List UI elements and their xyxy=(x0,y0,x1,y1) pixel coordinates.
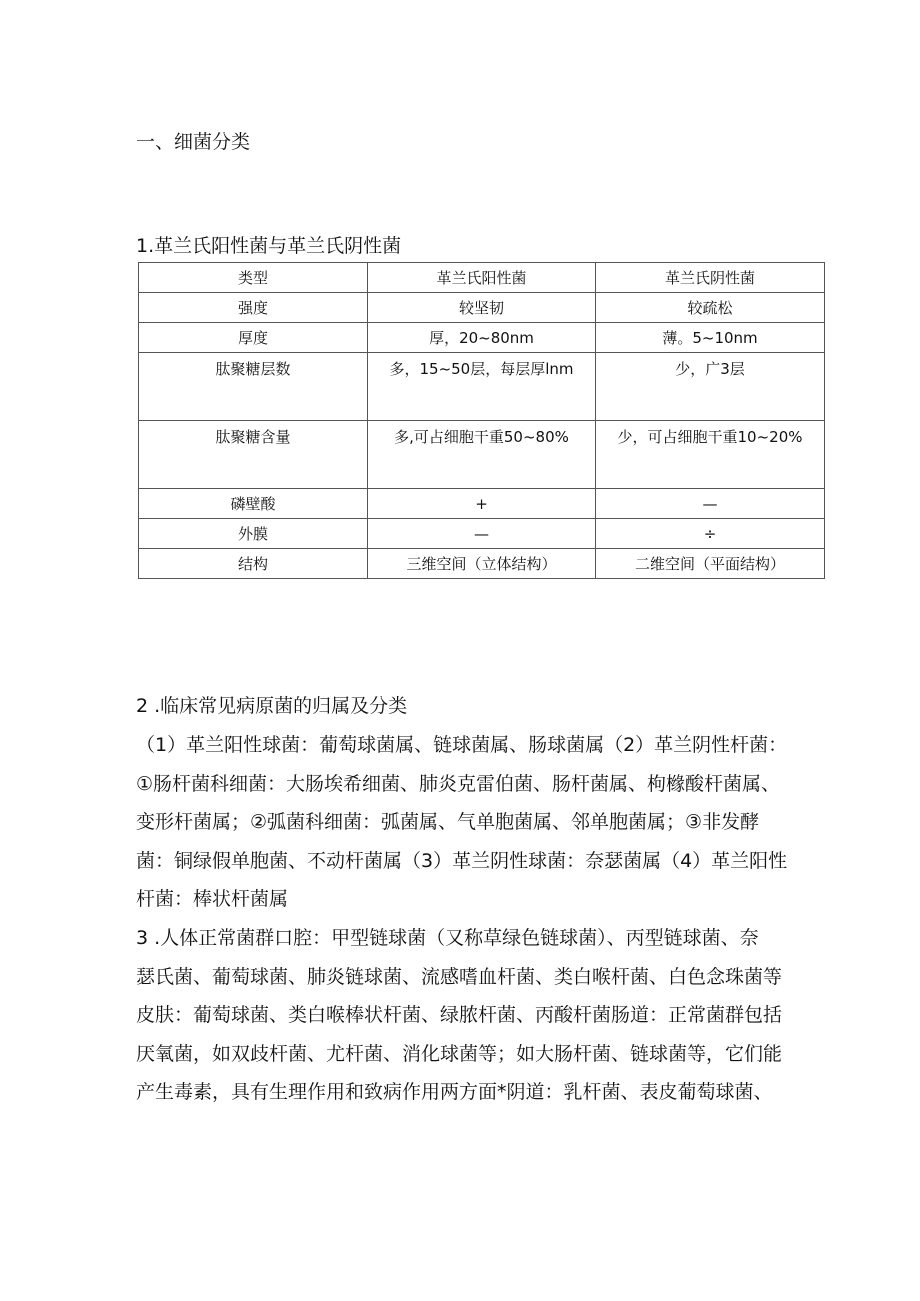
table-cell: 少，广3层 xyxy=(596,353,825,421)
paragraph-line: 皮肤：葡萄球菌、类白喉棒状杆菌、绿脓杆菌、丙酸杆菌肠道：正常菌群包括 xyxy=(136,1004,783,1027)
table-cell: 肽聚糖含量 xyxy=(139,421,368,489)
table-row xyxy=(139,489,825,519)
paragraph-line: 瑟氏菌、葡萄球菌、肺炎链球菌、流感嗜血杆菌、类白喉杆菌、白色念珠菌等 xyxy=(136,965,783,988)
table-cell: 多,可占细胞干重50~80% xyxy=(368,421,596,489)
table-row xyxy=(139,519,825,549)
table-cell: 外膜 xyxy=(139,519,368,549)
table-cell: 多，15~50层，每层厚lnm xyxy=(368,353,596,421)
table-cell: + xyxy=(368,489,596,519)
table-cell: 少，可占细胞干重10~20% xyxy=(596,421,825,489)
paragraph-line: 3 .人体正常菌群口腔：甲型链球菌（又称草绿色链球菌）、丙型链球菌、奈 xyxy=(136,926,759,949)
subsection-heading-gram-comparison: 1.革兰氏阳性菌与革兰氏阴性菌 xyxy=(136,235,402,257)
table-header-row xyxy=(139,263,825,293)
table-cell: 二维空间（平面结构） xyxy=(596,549,825,579)
table-cell: 薄。5~10nm xyxy=(596,323,825,353)
paragraph-line: 变形杆菌属；②弧菌科细菌：弧菌属、气单胞菌属、邻单胞菌属；③非发酵 xyxy=(136,811,760,834)
table-row xyxy=(139,353,825,421)
table-row xyxy=(139,421,825,489)
paragraph-line: 厌氧菌，如双歧杆菌、尤杆菌、消化球菌等；如大肠杆菌、链球菌等，它们能 xyxy=(136,1042,783,1065)
table-row xyxy=(139,323,825,353)
paragraph-line: 产生毒素，具有生理作用和致病作用两方面*阴道：乳杆菌、表皮葡萄球菌、 xyxy=(136,1081,773,1104)
table-cell: 较疏松 xyxy=(596,293,825,323)
paragraph-line: 菌：铜绿假单胞菌、不动杆菌属（3）革兰阴性球菌：奈瑟菌属（4）革兰阳性 xyxy=(136,849,788,872)
table-cell: 肽聚糖层数 xyxy=(139,353,368,421)
normal-flora-paragraph xyxy=(136,919,826,1112)
body-text-section xyxy=(136,686,836,1112)
table-cell: 较坚韧 xyxy=(368,293,596,323)
table-row xyxy=(139,293,825,323)
table-header-cell: 类型 xyxy=(139,263,368,293)
table-cell: 厚，20~80nm xyxy=(368,323,596,353)
gram-comparison-table xyxy=(138,262,825,579)
pathogens-paragraph xyxy=(136,726,826,919)
table-cell: 强度 xyxy=(139,293,368,323)
table-header-cell: 革兰氏阴性菌 xyxy=(596,263,825,293)
section-heading-bacteria-classification: 一、细菌分类 xyxy=(136,131,251,153)
paragraph-line: （1）革兰阳性球菌：葡萄球菌属、链球菌属、肠球菌属（2）革兰阴性杆菌： xyxy=(136,734,788,756)
table-cell: ÷ xyxy=(596,519,825,549)
table-cell: — xyxy=(596,489,825,519)
table-cell: 结构 xyxy=(139,549,368,579)
table-cell: 厚度 xyxy=(139,323,368,353)
table-cell: — xyxy=(368,519,596,549)
table-header-cell: 革兰氏阳性菌 xyxy=(368,263,596,293)
table-cell: 三维空间（立体结构） xyxy=(368,549,596,579)
paragraph-line: 杆菌：棒状杆菌属 xyxy=(136,888,289,911)
table-cell: 磷壁酸 xyxy=(139,489,368,519)
paragraph-line: ①肠杆菌科细菌：大肠埃希细菌、肺炎克雷伯菌、肠杆菌属、枸橼酸杆菌属、 xyxy=(136,772,781,795)
subsection-heading-pathogens: 2 .临床常见病原菌的归属及分类 xyxy=(136,695,408,717)
table-row xyxy=(139,549,825,579)
